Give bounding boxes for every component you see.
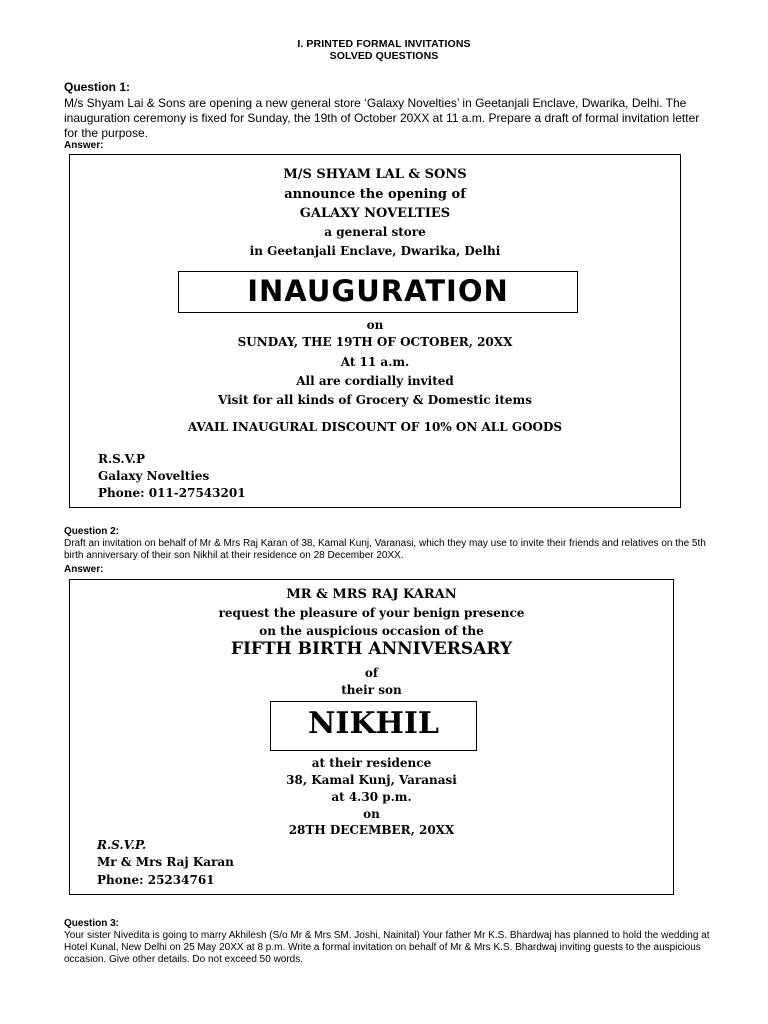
question-1-answer-label: Answer: (64, 140, 104, 151)
card1-rsvp: R.S.V.P (98, 452, 145, 466)
card1-rsvp-name: Galaxy Novelties (98, 469, 210, 483)
card2-rsvp-name: Mr & Mrs Raj Karan (97, 855, 234, 869)
card2-time: at 4.30 p.m. (331, 790, 412, 804)
question-2-title: Question 2: (64, 526, 120, 537)
question-1-title: Question 1: (64, 80, 131, 94)
page-heading: I. PRINTED FORMAL INVITATIONS (297, 38, 471, 50)
card2-hosts: MR & MRS RAJ KARAN (286, 587, 457, 602)
question-2-text: Draft an invitation on behalf of Mr & Mrs Raj Karan of 38, Kamal Kunj, Varanasi, which they may use to invite their friends and relatives on the 5th birth anniversary of their son Nikhil at their residence on 28 December 20XX. (64, 538, 706, 561)
card2-banner-box (270, 701, 477, 751)
card1-banner-box (178, 271, 578, 313)
card1-time: At 11 a.m. (340, 355, 410, 369)
card1-date: SUNDAY, THE 19TH OF OCTOBER, 20XX (237, 335, 513, 349)
card2-date: 28TH DECEMBER, 20XX (288, 823, 455, 837)
card2-occasion: on the auspicious occasion of the (259, 624, 484, 638)
card1-rsvp-phone: Phone: 011-27543201 (98, 486, 246, 500)
card2-address: 38, Kamal Kunj, Varanasi (286, 773, 457, 787)
card2-of: of (364, 666, 379, 680)
card1-on: on (366, 318, 384, 332)
inauguration-banner: INAUGURATION (247, 274, 509, 308)
nikhil-banner: NIKHIL (307, 706, 439, 741)
card2-residence: at their residence (311, 756, 432, 770)
page-subheading: SOLVED QUESTIONS (329, 50, 439, 62)
card2-rsvp-phone: Phone: 25234761 (97, 873, 215, 887)
card2-event: FIFTH BIRTH ANNIVERSARY (230, 639, 513, 659)
card1-store-name: GALAXY NOVELTIES (299, 206, 451, 221)
card1-announce: announce the opening of (284, 187, 466, 202)
card2-request: request the pleasure of your benign presence (218, 606, 525, 620)
card2-on: on (363, 807, 380, 821)
card2-rsvp: R.S.V.P. (97, 838, 147, 852)
question-3-title: Question 3: (64, 918, 120, 929)
card2-their-son: their son (341, 683, 402, 697)
question-1-text: M/s Shyam Lai & Sons are opening a new general store ‘Galaxy Novelties’ in Geetanjali Enclave, Dwarika, Delhi. The inauguration ceremony is fixed for Sunday, the 19th of October 20XX at 11 a.m. Prepare a draft of formal invitation letter for the purpose. (64, 96, 700, 140)
card1-invited: All are cordially invited (296, 374, 454, 388)
question-3-text: Your sister Nivedita is going to marry Akhilesh (S/o Mr & Mrs SM. Joshi, Nainital) Your father Mr K.S. Bhardwaj has planned to hold the wedding at Hotel Kunal, New Delhi on 25 May 20XX at 8 p.m. Write a formal invitation on behalf of Mr & Mrs K.S. Bhardwaj inviting guests to the auspicious occasion. Give other details. Do not exceed 50 words. (64, 930, 710, 965)
inauguration-invitation-card (69, 154, 681, 508)
question-2-answer-label: Answer: (64, 564, 104, 575)
card1-discount: AVAIL INAUGURAL DISCOUNT OF 10% ON ALL GOODS (187, 420, 563, 434)
card1-store-type: a general store (324, 225, 426, 239)
birthday-invitation-card (69, 579, 674, 895)
card1-visit: Visit for all kinds of Grocery & Domestic items (218, 393, 532, 407)
card1-location: in Geetanjali Enclave, Dwarika, Delhi (249, 244, 501, 258)
card1-host: M/S SHYAM LAL & SONS (283, 167, 467, 182)
